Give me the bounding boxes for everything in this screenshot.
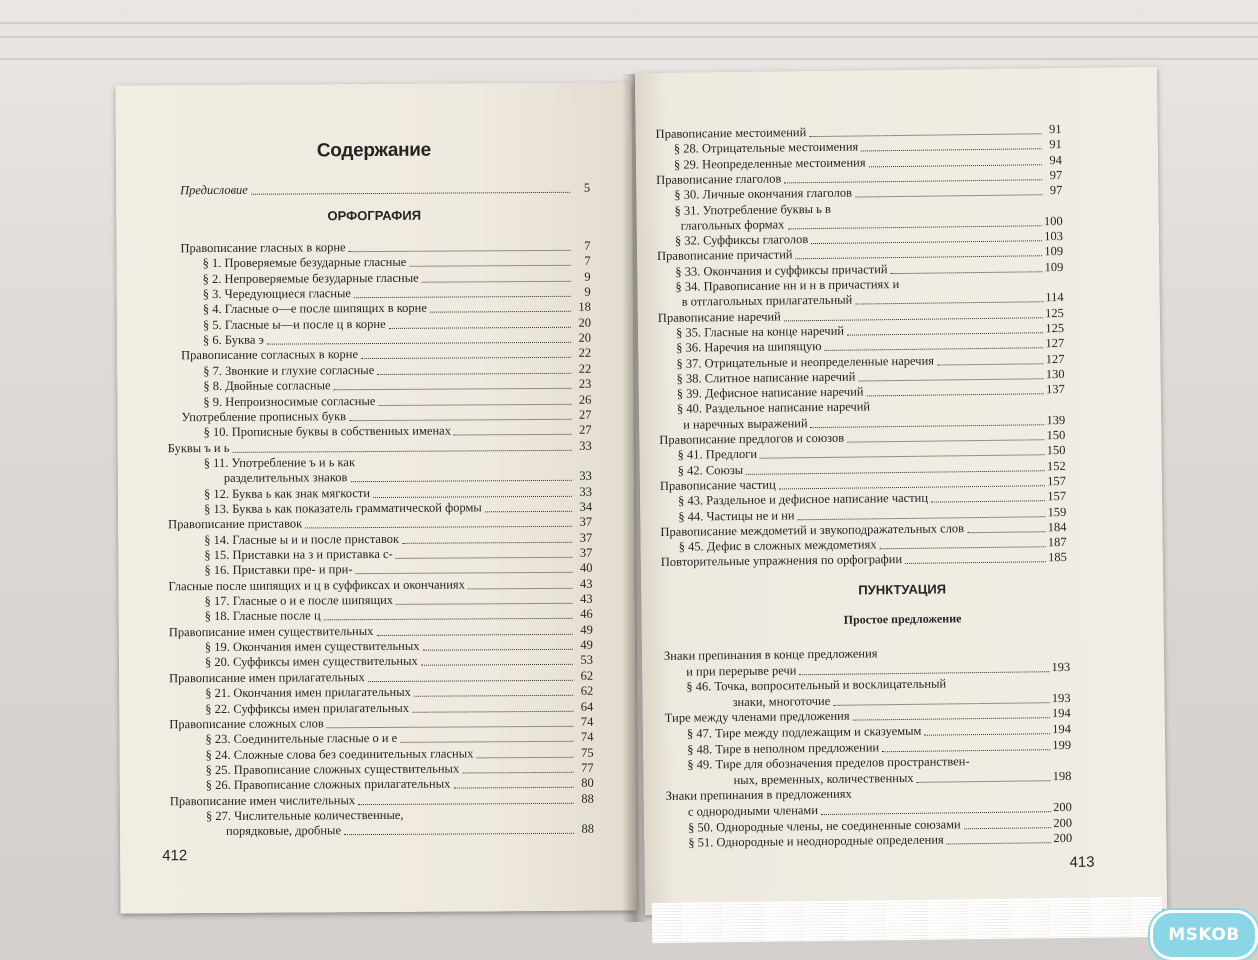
toc-entry-label: § 32. Суффиксы глаголов xyxy=(674,232,809,248)
toc-entry-label: разделительных знаков xyxy=(223,470,348,486)
toc-entry-page: 100 xyxy=(1043,213,1063,229)
toc-entry-label: § 41. Предлоги xyxy=(677,447,758,463)
toc-entry-label: § 9. Непроизносимые согласные xyxy=(203,393,376,409)
toc-entry-page: 125 xyxy=(1044,305,1064,320)
toc-entry-label: § 16. Приставки пре- и при- xyxy=(204,562,353,578)
toc-entry-label: Тире между членами предложения xyxy=(664,709,850,726)
toc-entry-label: § 10. Прописные буквы в собственных именах xyxy=(203,423,451,440)
leader-dots xyxy=(967,531,1046,533)
toc-entry-page: 150 xyxy=(1046,427,1066,443)
toc-entry-label: § 13. Буква ь как показатель грамматической формы xyxy=(204,500,482,516)
leader-dots xyxy=(917,780,1051,783)
toc-entry-label: Правописание гласных в корне xyxy=(180,240,346,256)
page-edges xyxy=(652,897,1162,943)
leader-dots xyxy=(402,541,572,543)
leader-dots xyxy=(349,250,571,252)
toc-entry xyxy=(224,469,592,486)
toc-entry-label: § 39. Дефисное написание наречий xyxy=(676,384,864,401)
toc-entry-label: Правописание предлогов и союзов xyxy=(659,430,845,447)
leader-dots xyxy=(361,357,571,359)
leader-dots xyxy=(869,164,1042,167)
leader-dots xyxy=(811,240,1042,244)
toc-entry-label: Правописание наречий xyxy=(657,309,781,325)
leader-dots xyxy=(350,480,571,482)
leader-dots xyxy=(947,842,1052,844)
leader-dots xyxy=(414,695,573,697)
toc-entry-label: § 37. Отрицательные и неопределенные наречия xyxy=(676,353,935,371)
toc-entry-page: 20 xyxy=(578,315,591,330)
toc-entry-label: Повторительные упражнения по орфографии xyxy=(660,552,903,570)
toc-entry-page: 62 xyxy=(580,683,594,698)
toc-entry-label: § 15. Приставки на з и приставка с- xyxy=(204,546,393,563)
toc-entry-page: 159 xyxy=(1047,504,1067,519)
leader-dots xyxy=(354,296,571,298)
toc-entry-label: § 45. Дефис в сложных междометиях xyxy=(678,537,877,554)
preface-label: Предисловие xyxy=(180,182,248,198)
leader-dots xyxy=(784,179,1042,183)
leader-dots xyxy=(344,833,574,835)
toc-entry-page: 88 xyxy=(581,791,594,806)
leader-dots xyxy=(858,378,1043,381)
toc-entry-page: 91 xyxy=(1049,122,1062,137)
toc-entry-page: 127 xyxy=(1045,336,1065,351)
leader-dots xyxy=(453,787,573,789)
leader-dots xyxy=(931,500,1045,502)
toc-entry-page: 137 xyxy=(1045,382,1065,397)
toc-entry-page: 46 xyxy=(580,607,593,622)
toc-entry-label: § 38. Слитное написание наречий xyxy=(676,369,856,386)
toc-entry-label: § 26. Правописание сложных прилагательных xyxy=(205,776,451,793)
simple-sentence-heading: Простое предложение xyxy=(843,611,962,627)
toc-entry-page: 194 xyxy=(1051,706,1071,721)
leader-dots xyxy=(368,680,573,682)
toc-entry-label: § 46. Точка, вопросительный и восклицательный xyxy=(686,676,947,694)
toc-entry-label: Правописание имен существительных xyxy=(168,623,374,640)
right-toc-list-top xyxy=(635,67,1157,570)
toc-entry-page: 157 xyxy=(1047,473,1066,489)
toc-entry-page: 152 xyxy=(1046,458,1066,473)
leader-dots xyxy=(476,756,573,758)
toc-entry-label: с однородными членами xyxy=(687,803,819,819)
toc-entry-page: 20 xyxy=(578,330,592,345)
toc-entry-label: Правописание глаголов xyxy=(656,171,782,187)
toc-entry-page: 26 xyxy=(578,392,592,407)
toc-entry-page: 97 xyxy=(1049,183,1063,198)
toc-entry-page: 130 xyxy=(1045,366,1065,382)
toc-entry-page: 40 xyxy=(579,561,593,576)
toc-entry-page: 62 xyxy=(580,668,594,683)
toc-entry-label: § 8. Двойные согласные xyxy=(203,378,331,394)
leader-dots xyxy=(798,516,1046,520)
toc-entry-page: 194 xyxy=(1052,721,1072,737)
toc-entry-page: 184 xyxy=(1047,519,1067,535)
leader-dots xyxy=(324,618,573,621)
orthography-heading: ОРФОГРАФИЯ xyxy=(327,207,422,224)
toc-entry-page: 114 xyxy=(1045,290,1064,305)
leader-dots xyxy=(409,265,570,267)
toc-entry-label: Правописание имен числительных xyxy=(169,792,356,808)
toc-entry-label: ных, временных, количественных xyxy=(733,770,914,787)
leader-dots xyxy=(964,827,1052,829)
right-page xyxy=(635,67,1167,915)
toc-entry-page: 43 xyxy=(580,591,593,606)
toc-entry-label: § 40. Раздельное написание наречий xyxy=(676,399,871,417)
toc-entry-label: глагольных формах xyxy=(680,217,785,233)
toc-entry-label: Правописание согласных в корне xyxy=(181,347,359,363)
toc-entry-label: и наречных выражений xyxy=(683,415,808,432)
leader-dots xyxy=(349,419,571,421)
toc-entry-page: 37 xyxy=(579,530,593,545)
toc-entry-label: § 4. Гласные о—е после шипящих в корне xyxy=(202,301,427,317)
leader-dots xyxy=(373,495,572,497)
toc-entry-label: § 18. Гласные после ц xyxy=(204,608,321,624)
leader-dots xyxy=(389,327,571,329)
toc-entry-label: § 5. Гласные ы—и после ц в корне xyxy=(202,316,386,332)
watermark-logo: MSKOB xyxy=(1150,910,1258,960)
toc-entry-page: 139 xyxy=(1046,412,1066,427)
toc-entry-label: Правописание приставок xyxy=(168,516,303,532)
toc-entry-page: 7 xyxy=(584,254,591,269)
toc-entry-label: порядковые, дробные xyxy=(225,823,342,839)
toc-entry-page: 7 xyxy=(584,238,591,253)
toc-entry-label: § 50. Однородные члены, не соединенные союзами xyxy=(688,816,961,835)
leader-dots xyxy=(847,439,1044,442)
toc-entry-label: § 6. Буква э xyxy=(202,332,264,348)
leader-dots xyxy=(799,671,1049,675)
leader-dots xyxy=(867,393,1044,396)
toc-entry-label: § 51. Однородные и неоднородные определения xyxy=(688,832,944,850)
toc-entry-page: 22 xyxy=(578,361,592,376)
leader-dots xyxy=(251,192,570,195)
toc-entry-label: Знаки препинания в предложениях xyxy=(665,787,852,804)
leader-dots xyxy=(396,557,573,559)
toc-entry xyxy=(226,822,594,839)
toc-entry-label: Правописание причастий xyxy=(657,247,793,264)
toc-entry-page: 27 xyxy=(579,422,592,437)
toc-entry-label: Правописание междометий и звукоподражательных слов xyxy=(660,521,965,539)
toc-entry-page: 49 xyxy=(580,622,593,637)
toc-entry-page: 97 xyxy=(1049,167,1063,183)
toc-entry-label: § 14. Гласные ы и и после приставок xyxy=(204,531,400,547)
leader-dots xyxy=(267,342,571,345)
toc-entry-label: Употребление прописных букв xyxy=(181,409,347,425)
toc-entry-page: 27 xyxy=(578,407,592,422)
toc-entry-label: § 42. Союзы xyxy=(677,462,744,478)
leader-dots xyxy=(861,149,1042,152)
toc-entry-page: 80 xyxy=(581,775,594,791)
toc-entry-label: Правописание частиц xyxy=(659,477,776,493)
toc-entry-page: 193 xyxy=(1051,659,1071,674)
leader-dots xyxy=(924,733,1050,736)
toc-entry-page: 88 xyxy=(581,821,595,837)
leader-dots xyxy=(430,311,571,313)
toc-entry-label: § 2. Непроверяемые безударные гласные xyxy=(202,270,419,286)
leader-dots xyxy=(305,526,572,529)
toc-entry-label: § 17. Гласные о и е после шипящих xyxy=(204,592,394,609)
toc-entry-label: Правописание имен прилагательных xyxy=(169,669,365,686)
toc-entry-page: 150 xyxy=(1046,443,1066,458)
leader-dots xyxy=(327,726,574,729)
toc-entry-label: в отглагольных прилагательный xyxy=(681,292,853,309)
toc-entry-page: 49 xyxy=(580,637,593,652)
leader-dots xyxy=(454,434,572,436)
toc-entry-page: 109 xyxy=(1044,259,1064,274)
toc-entry-page: 33 xyxy=(579,484,593,499)
toc-entry-page: 18 xyxy=(578,300,591,315)
leader-dots xyxy=(847,332,1043,335)
toc-entry-page: 200 xyxy=(1053,831,1073,846)
toc-entry-page: 103 xyxy=(1044,229,1063,244)
leader-dots xyxy=(760,455,1045,459)
toc-entry-label: § 20. Суффиксы имен существительных xyxy=(204,654,418,670)
toc-entry-label: § 33. Окончания и суффиксы причастий xyxy=(675,261,888,279)
toc-entry-page: 200 xyxy=(1053,815,1073,830)
leader-dots xyxy=(796,256,1043,260)
toc-entry-page: 77 xyxy=(581,760,594,775)
leader-dots xyxy=(779,485,1045,489)
toc-entry-page: 37 xyxy=(579,545,593,560)
toc-entry-label: Знаки препинания в конце предложения xyxy=(663,646,878,663)
toc-entry-label: и при перерыве речи xyxy=(686,662,797,679)
toc-entry-page: 94 xyxy=(1049,152,1063,167)
toc-entry-label: § 35. Гласные на конце наречий xyxy=(675,323,845,340)
toc-entry-label: Буквы ъ и ь xyxy=(167,440,230,455)
punctuation-heading: ПУНКТУАЦИЯ xyxy=(858,581,947,598)
toc-entry-page: 187 xyxy=(1047,535,1067,550)
toc-entry-label: § 23. Соединительные гласные о и е xyxy=(205,731,398,747)
leader-dots xyxy=(334,388,572,390)
toc-entry-page: 199 xyxy=(1052,737,1072,752)
leader-dots xyxy=(468,587,573,589)
toc-entry-page: 198 xyxy=(1052,768,1072,783)
toc-entry-label: § 29. Неопределенные местоимения xyxy=(673,155,866,172)
toc-entry-label: § 47. Тире между подлежащим и сказуемым xyxy=(686,723,922,741)
toc-entry-label: § 24. Сложные слова без соединительных гласных xyxy=(205,745,474,762)
leader-dots xyxy=(400,741,573,743)
toc-entry-label: § 3. Чередующиеся гласные xyxy=(202,286,351,302)
toc-entry-page: 22 xyxy=(578,346,592,361)
toc-entry-label: § 22. Суффиксы имен прилагательных xyxy=(205,700,410,716)
toc-entry-label: § 49. Тире для обозначения пределов пространствен- xyxy=(687,754,970,772)
leader-dots xyxy=(825,347,1044,351)
toc-entry-page: 185 xyxy=(1047,550,1067,565)
leader-dots xyxy=(937,363,1044,365)
leader-dots xyxy=(232,449,571,452)
leader-dots xyxy=(905,562,1046,565)
toc-entry-label: § 25. Правописание сложных существительных xyxy=(205,761,460,777)
leader-dots xyxy=(882,749,1050,752)
leader-dots xyxy=(462,772,573,774)
toc-entry-label: § 28. Отрицательные местоимения xyxy=(673,139,859,157)
leader-dots xyxy=(412,710,573,712)
preface-page: 5 xyxy=(583,180,591,195)
toc-entry-page: 23 xyxy=(578,376,592,391)
toc-entry-label: § 43. Раздельное и дефисное написание частиц xyxy=(678,490,929,508)
toc-entry-label: § 34. Правописание нн и н в причастиях и xyxy=(675,277,900,294)
leader-dots xyxy=(376,634,572,636)
toc-entry-page: 127 xyxy=(1045,351,1065,366)
preface-entry xyxy=(180,181,590,199)
toc-entry-page: 74 xyxy=(580,729,594,744)
leader-dots xyxy=(809,133,1041,137)
toc-entry-page: 193 xyxy=(1051,690,1071,705)
toc-entry-label: Правописание сложных слов xyxy=(169,716,324,732)
leader-dots xyxy=(355,572,572,574)
toc-entry-page: 53 xyxy=(580,653,594,668)
toc-entry-label: § 19. Окончания имен существительных xyxy=(204,638,420,655)
leader-dots xyxy=(855,194,1042,197)
toc-entry-label: Гласные после шипящих и ц в суффиксах и окончаниях xyxy=(168,577,465,593)
toc-entry-page: 37 xyxy=(579,514,593,530)
leader-dots xyxy=(855,302,1043,305)
toc-entry-label: § 48. Тире в неполном предложении xyxy=(687,739,880,757)
toc-entry-label: знаки, многоточие xyxy=(732,693,831,709)
toc-entry-page: 74 xyxy=(580,714,594,729)
toc-entry-page: 75 xyxy=(581,745,594,760)
leader-dots xyxy=(396,603,573,605)
leader-dots xyxy=(423,649,573,651)
leader-dots xyxy=(784,317,1043,321)
toc-entry-page: 33 xyxy=(579,438,592,453)
toc-entry-page: 125 xyxy=(1045,320,1065,336)
toc-entry-label: Правописание местоимений xyxy=(655,125,807,141)
leader-dots xyxy=(891,271,1043,274)
left-page xyxy=(115,82,636,913)
toc-entry-page: 33 xyxy=(579,468,592,484)
toc-title: Содержание xyxy=(316,139,431,162)
toc-entry-page: 43 xyxy=(579,576,593,591)
toc-entry-page: 34 xyxy=(579,499,593,514)
left-page-number: 412 xyxy=(162,847,188,865)
toc-entry-page: 9 xyxy=(584,269,591,284)
toc-entry-page: 91 xyxy=(1049,137,1062,152)
leader-dots xyxy=(821,811,1051,815)
toc-entry-label: § 7. Звонкие и глухие согласные xyxy=(203,362,375,378)
toc-entry-page: 9 xyxy=(584,284,591,299)
leader-dots xyxy=(421,664,573,666)
toc-entry-page: 157 xyxy=(1047,489,1067,504)
toc-entry-page: 64 xyxy=(580,699,594,714)
toc-entry-label: § 12. Буква ь как знак мягкости xyxy=(203,485,371,501)
leader-dots xyxy=(811,424,1045,428)
toc-entry-page: 109 xyxy=(1044,244,1064,259)
right-page-number: 413 xyxy=(1069,853,1095,871)
toc-entry-label: § 27. Числительные количественные, xyxy=(205,807,404,823)
toc-entry-label: § 30. Личные окончания глаголов xyxy=(674,185,853,202)
leader-dots xyxy=(485,511,572,513)
leader-dots xyxy=(880,546,1046,549)
toc-entry-label: § 11. Употребление ъ и ь как xyxy=(203,455,356,470)
leader-dots xyxy=(378,403,571,405)
toc-entry-page: 200 xyxy=(1053,799,1072,815)
toc-entry-label: § 21. Окончания имен прилагательных xyxy=(205,684,411,701)
toc-entry-label: § 36. Наречия на шипящую xyxy=(676,339,822,355)
leader-dots xyxy=(833,702,1050,706)
leader-dots xyxy=(377,373,571,375)
leader-dots xyxy=(358,802,574,804)
toc-entry-label: § 44. Частицы не и ни xyxy=(678,507,795,524)
toc-entry-label: § 1. Проверяемые безударные гласные xyxy=(202,255,407,271)
toc-entry-label: § 31. Употребление буквы ь в xyxy=(674,201,831,218)
leader-dots xyxy=(422,280,571,282)
leader-dots xyxy=(787,225,1042,229)
leader-dots xyxy=(853,718,1050,721)
